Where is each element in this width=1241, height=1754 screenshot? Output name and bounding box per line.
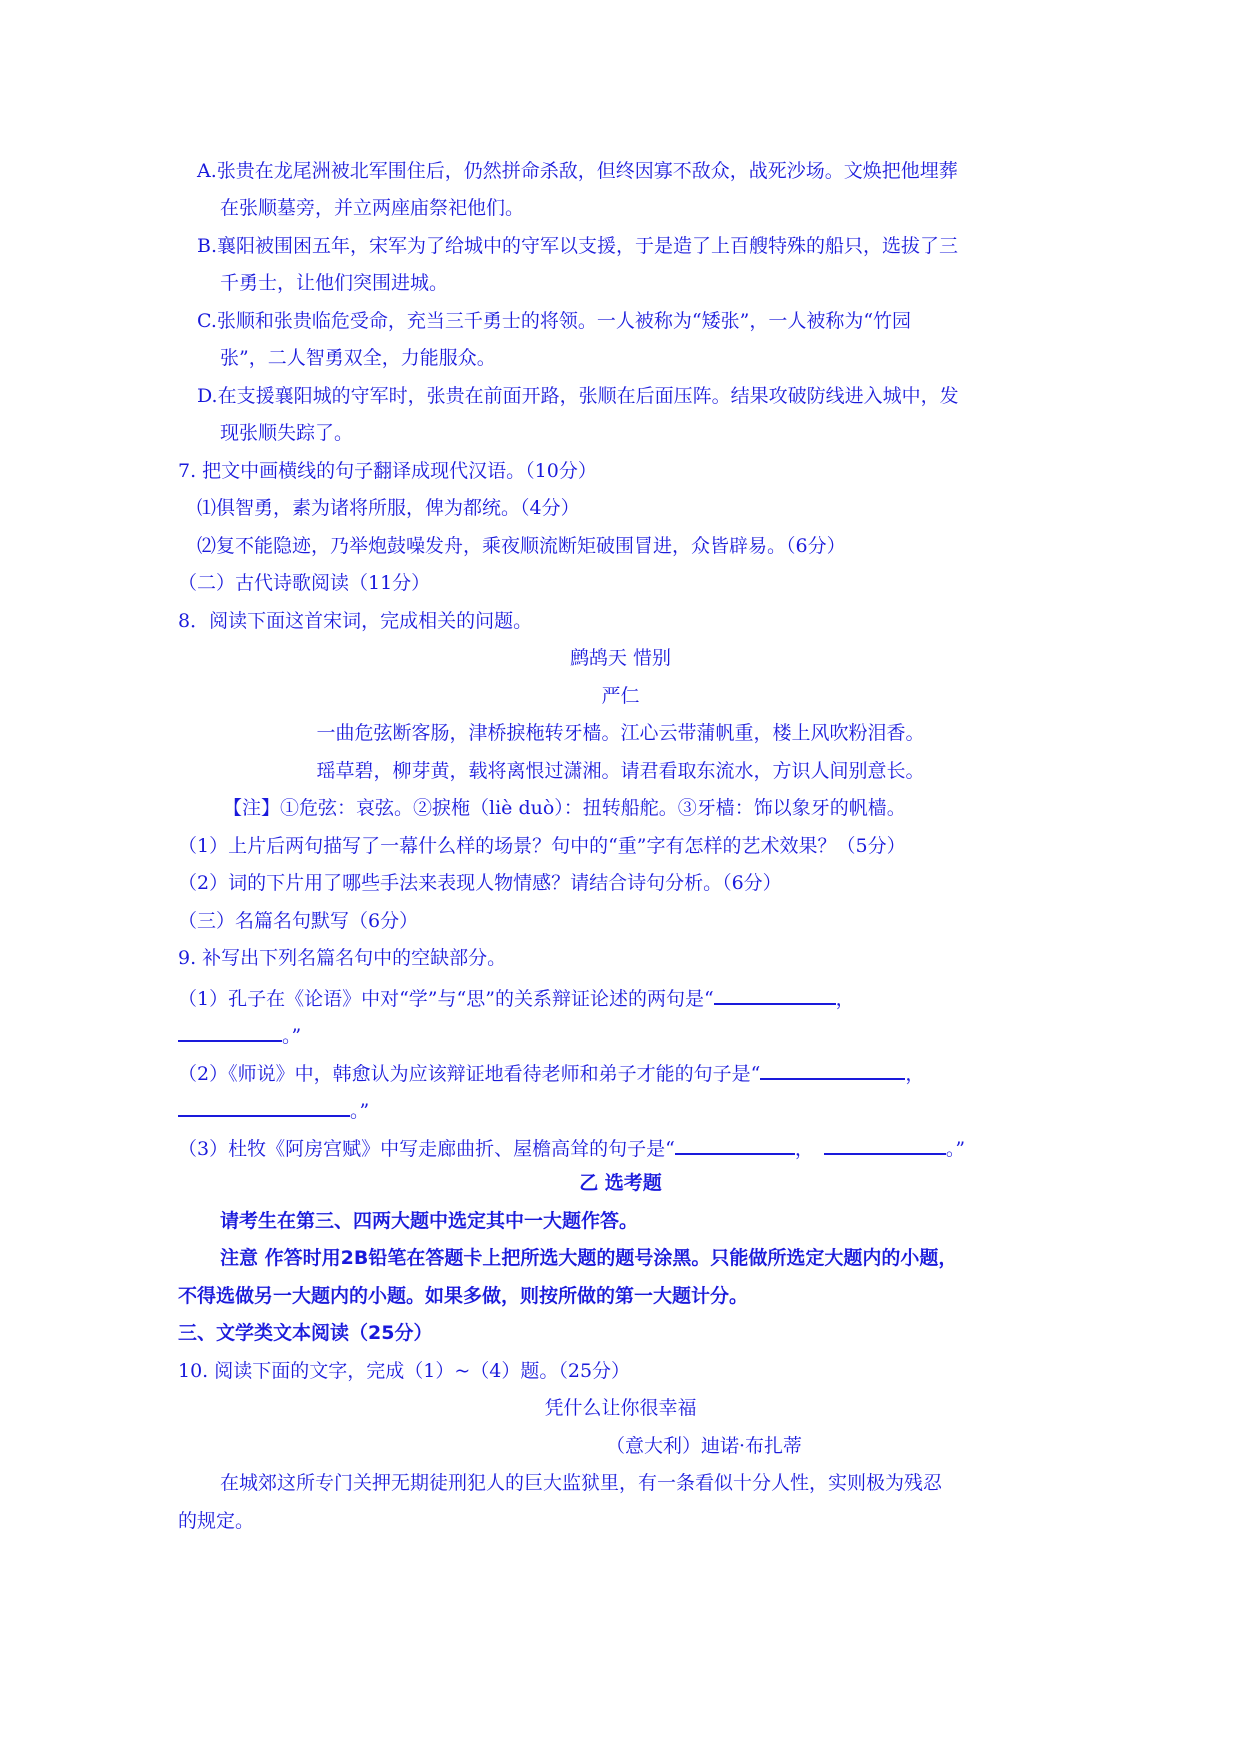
q7-sentence-2: ⑵复不能隐迹，乃举炮鼓噪发舟，乘夜顺流断矩破围冒进，众皆辟易。（6分） — [197, 535, 846, 557]
comma: ， — [835, 988, 855, 1010]
story-author: （意大利）迪诺·布扎蒂 — [606, 1435, 803, 1457]
q9-item-1 — [178, 983, 855, 1012]
answer-blank[interactable] — [178, 1095, 350, 1117]
part-b-heading: 乙 选考题 — [579, 1172, 662, 1194]
story-title: 凭什么让你很幸福 — [544, 1397, 697, 1419]
section-literature-heading: 三、文学类文本阅读（25分） — [178, 1322, 433, 1344]
answer-blank[interactable] — [824, 1133, 946, 1155]
q9-item-3-text: （3）杜牧《阿房宫赋》中写走廊曲折、屋檐高耸的句子是“ — [178, 1138, 675, 1160]
option-a-line2: 在张顺墓旁，并立两座庙祭祀他们。 — [220, 197, 525, 219]
q9-item-3 — [178, 1133, 965, 1162]
option-c-line1: C.张顺和张贵临危受命，充当三千勇士的将领。一人被称为“矮张”，一人被称为“竹园 — [197, 310, 912, 332]
q8-question-1: （1）上片后两句描写了一幕什么样的场景？句中的“重”字有怎样的艺术效果？（5分） — [178, 835, 906, 857]
section-poetry-heading: （二）古代诗歌阅读（11分） — [178, 572, 431, 594]
closing-quote: 。” — [350, 1100, 370, 1122]
story-paragraph-line-2: 的规定。 — [178, 1510, 255, 1532]
poem-note: 【注】①危弦：哀弦。②捩柂（liè duò）：扭转船舵。③牙樯：饰以象牙的帆樯。 — [223, 797, 906, 819]
option-b-line2: 千勇士，让他们突围进城。 — [220, 272, 449, 294]
q8-stem: 8．阅读下面这首宋词，完成相关的问题。 — [178, 610, 533, 632]
poem-author: 严仁 — [601, 685, 640, 707]
section-recitation-heading: （三）名篇名句默写（6分） — [178, 910, 419, 932]
part-b-instruction-3: 不得选做另一大题内的小题。如果多做，则按所做的第一大题计分。 — [178, 1285, 749, 1307]
poem-line-2: 瑶草碧，柳芽黄，载将离恨过潇湘。请君看取东流水，方识人间别意长。 — [316, 760, 925, 782]
option-a-line1: A.张贵在龙尾洲被北军围住后，仍然拼命杀敌，但终因寡不敌众，战死沙场。文焕把他埋葬 — [197, 160, 958, 182]
q9-item-2-cont — [178, 1095, 369, 1124]
answer-blank[interactable] — [714, 983, 836, 1005]
q9-item-1-text: （1）孔子在《论语》中对“学”与“思”的关系辩证论述的两句是“ — [178, 988, 714, 1010]
poem-line-1: 一曲危弦断客肠，津桥捩柂转牙樯。江心云带蒲帆重，楼上风吹粉泪香。 — [316, 722, 925, 744]
poem-title: 鹧鸪天 惜别 — [569, 647, 672, 669]
closing-quote: 。” — [945, 1138, 966, 1160]
option-d-line1: D.在支援襄阳城的守军时，张贵在前面开路，张顺在后面压阵。结果攻破防线进入城中，发 — [197, 385, 959, 407]
option-d-line2: 现张顺失踪了。 — [220, 422, 354, 444]
comma: ， — [794, 1138, 814, 1160]
q7-stem: 7. 把文中画横线的句子翻译成现代汉语。（10分） — [178, 460, 597, 482]
q9-item-1-cont — [178, 1020, 301, 1049]
q9-item-2 — [178, 1058, 924, 1087]
answer-blank[interactable] — [675, 1133, 795, 1155]
q8-question-2: （2）词的下片用了哪些手法来表现人物情感？请结合诗句分析。（6分） — [178, 872, 782, 894]
option-c-line2: 张”，二人智勇双全，力能服众。 — [220, 347, 496, 369]
option-b-line1: B.襄阳被围困五年，宋军为了给城中的守军以支援，于是造了上百艘特殊的船只，选拔了三 — [197, 235, 959, 257]
answer-blank[interactable] — [178, 1020, 282, 1042]
q7-sentence-1: ⑴俱智勇，素为诸将所服，俾为都统。（4分） — [197, 497, 580, 519]
q10-stem: 10. 阅读下面的文字，完成（1）~（4）题。（25分） — [178, 1360, 631, 1382]
comma: ， — [905, 1063, 925, 1085]
story-paragraph-line-1: 在城郊这所专门关押无期徒刑犯人的巨大监狱里，有一条看似十分人性，实则极为残忍 — [220, 1472, 943, 1494]
q9-stem: 9. 补写出下列名篇名句中的空缺部分。 — [178, 947, 507, 969]
part-b-instruction-2: 注意 作答时用2B铅笔在答题卡上把所选大题的题号涂黑。只能做所选定大题内的小题， — [220, 1247, 958, 1269]
closing-quote: 。” — [282, 1025, 302, 1047]
q9-item-2-text: （2）《师说》中，韩愈认为应该辩证地看待老师和弟子才能的句子是“ — [178, 1063, 761, 1085]
answer-blank[interactable] — [760, 1058, 905, 1080]
part-b-instruction-1: 请考生在第三、四两大题中选定其中一大题作答。 — [220, 1210, 639, 1232]
